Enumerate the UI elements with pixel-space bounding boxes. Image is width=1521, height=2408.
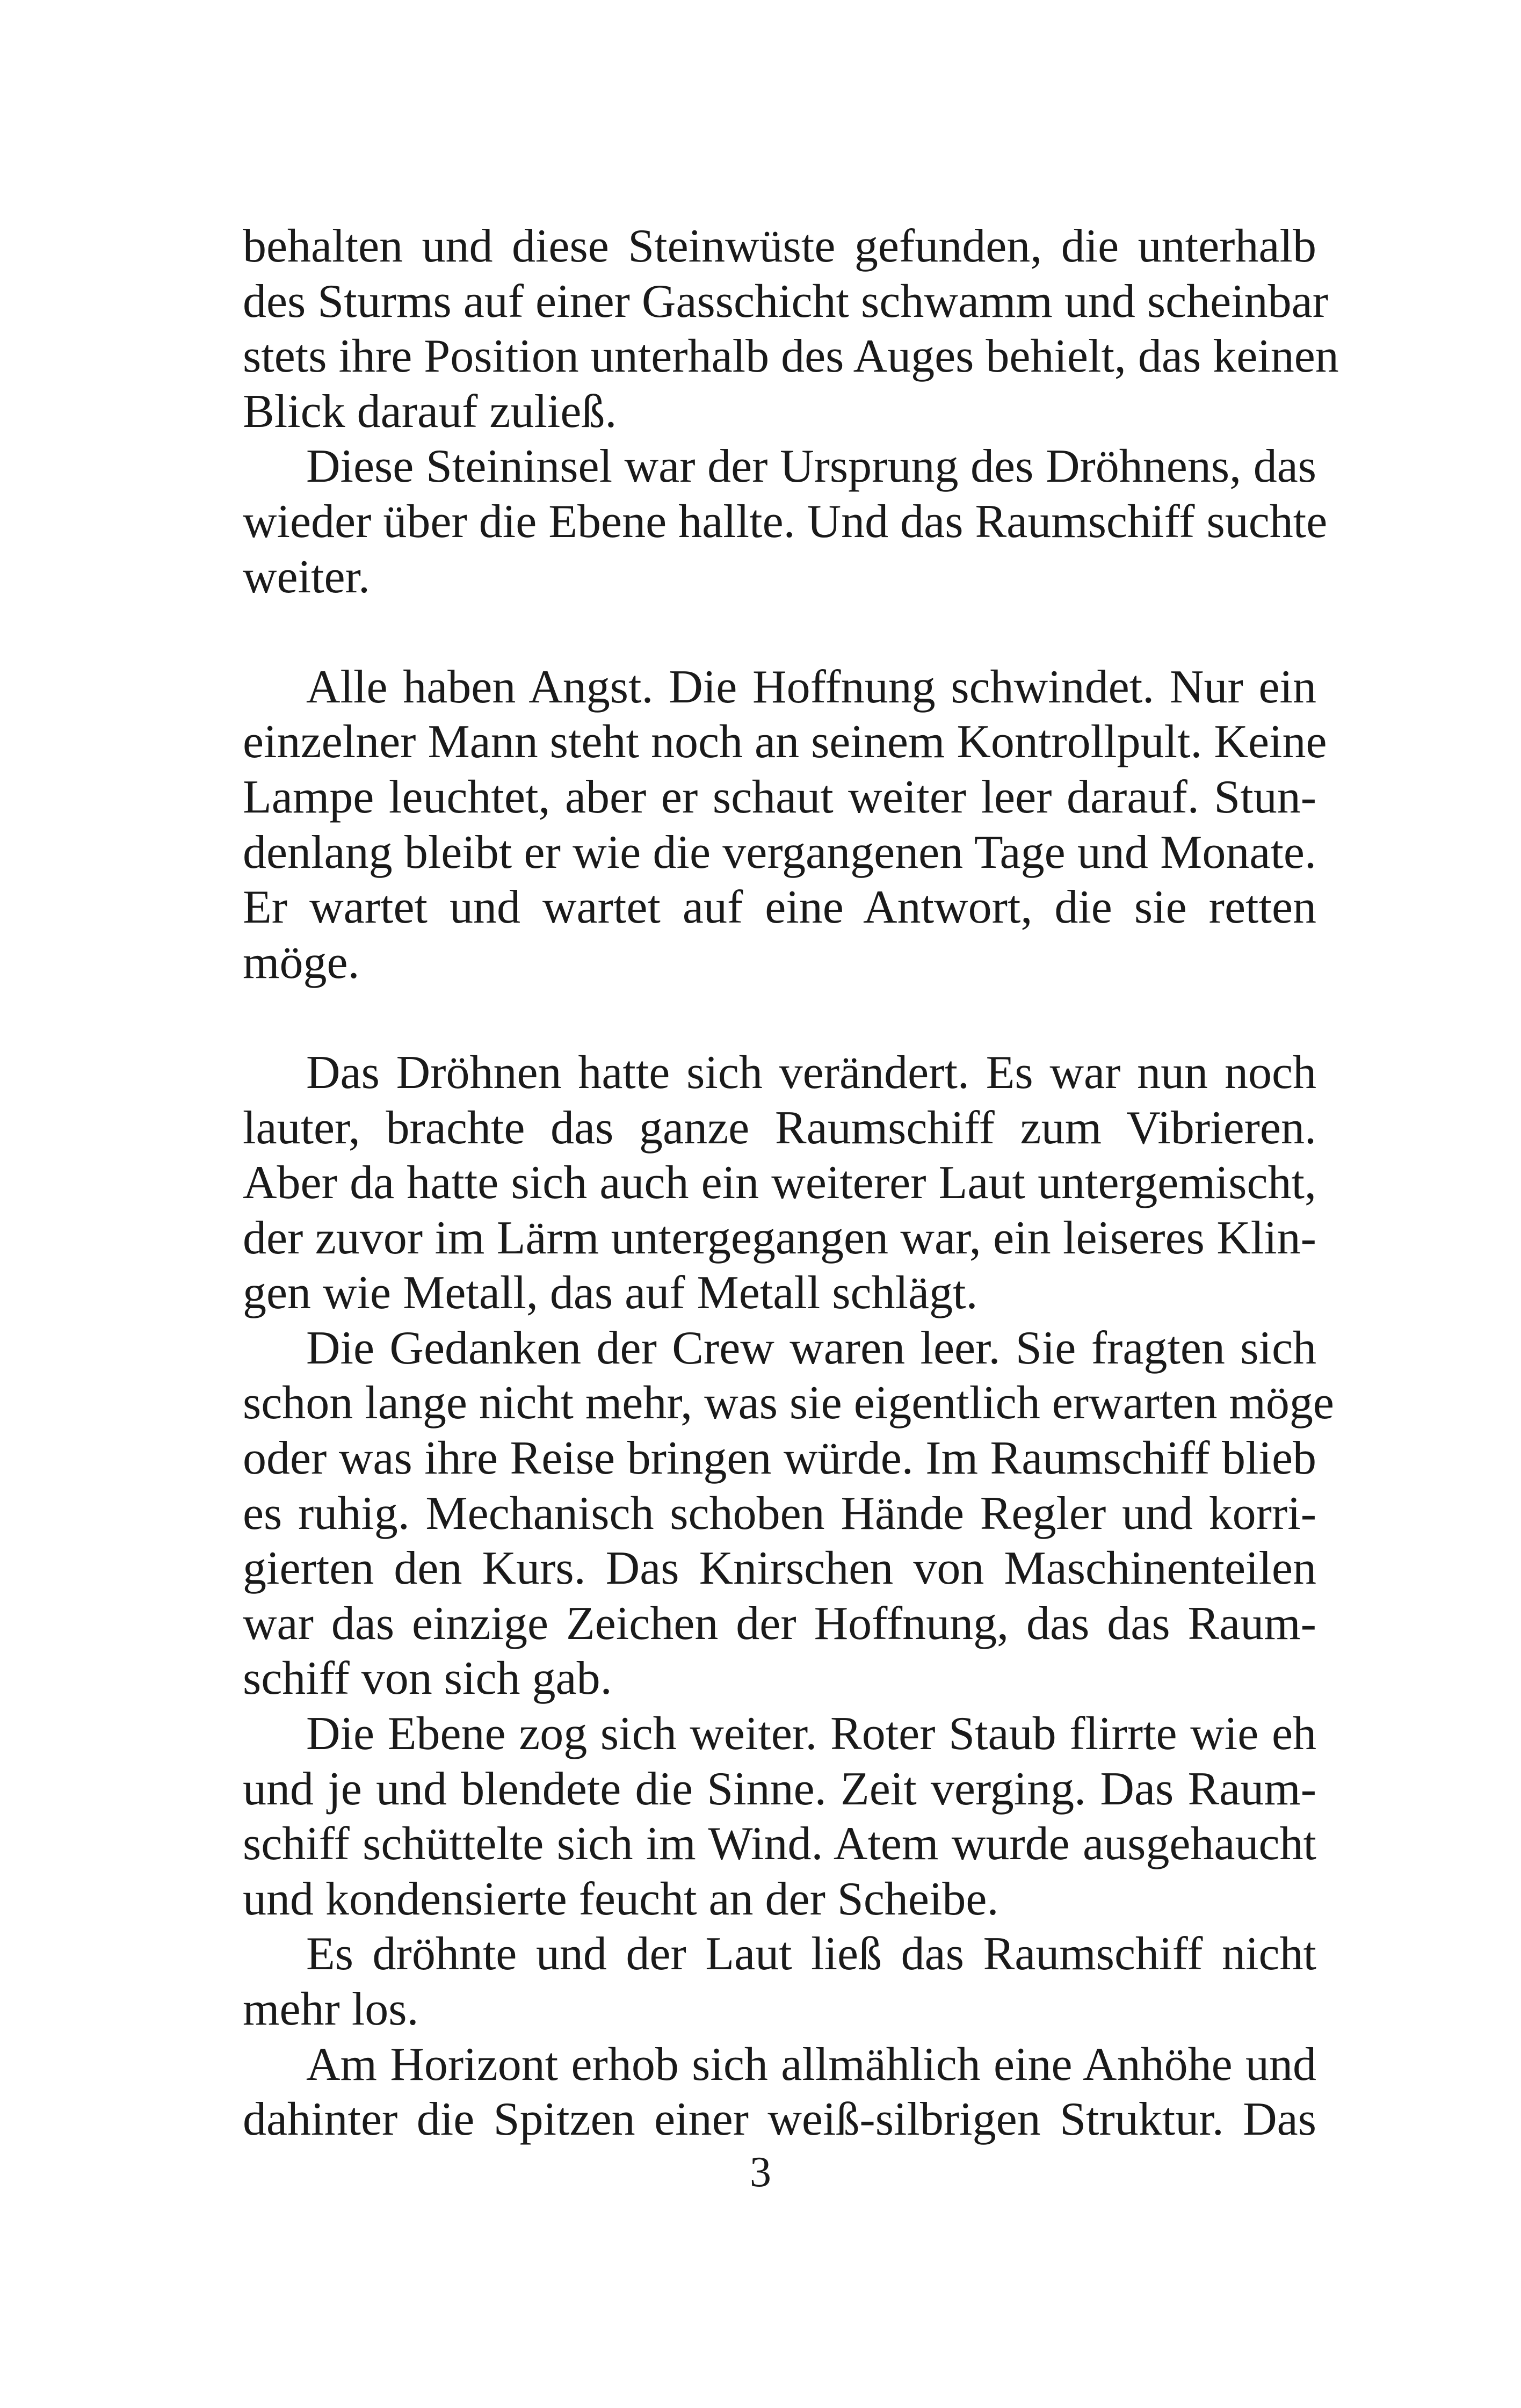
text-line: lauter, brachte das ganze Raumschiff zum Vibrieren. bbox=[243, 1101, 1316, 1154]
text-line: Am Horizont erhob sich allmählich eine Anhöhe und bbox=[306, 2038, 1316, 2091]
text-line: oder was ihre Reise bringen würde. Im Raumschiff blieb bbox=[243, 1432, 1316, 1485]
text-line: Die Gedanken der Crew waren leer. Sie fragten sich bbox=[306, 1322, 1316, 1374]
body-text bbox=[243, 219, 1339, 2146]
text-line: Diese Steininsel war der Ursprung des Dröhnens, das bbox=[306, 440, 1316, 493]
text-line: Die Ebene zog sich weiter. Roter Staub flirrte wie eh bbox=[306, 1708, 1316, 1760]
paragraph bbox=[243, 219, 1339, 439]
text-line: gen wie Metall, das auf Metall schlägt. bbox=[243, 1267, 978, 1319]
paragraph bbox=[243, 1046, 1316, 1321]
paragraph bbox=[243, 1707, 1316, 1927]
section-break bbox=[243, 605, 1316, 660]
text-line: der zuvor im Lärm untergegangen war, ein leiseres Klin- bbox=[243, 1212, 1316, 1264]
paragraph bbox=[243, 2037, 1316, 2148]
text-line: Aber da hatte sich auch ein weiterer Laut untergemischt, bbox=[243, 1157, 1316, 1209]
text-line: weiter. bbox=[243, 550, 371, 603]
text-line: gierten den Kurs. Das Knirschen von Maschinenteilen bbox=[243, 1542, 1316, 1595]
paragraph bbox=[243, 1321, 1334, 1707]
text-line: des Sturms auf einer Gasschicht schwamm und scheinbar bbox=[243, 275, 1329, 328]
text-line: denlang bleibt er wie die vergangenen Tage und Monate. bbox=[243, 826, 1316, 879]
text-line: und je und blendete die Sinne. Zeit verging. Das Raum- bbox=[243, 1763, 1316, 1815]
text-line: Es dröhnte und der Laut ließ das Raumschiff nicht bbox=[306, 1928, 1316, 1981]
text-line: Lampe leuchtet, aber er schaut weiter leer darauf. Stun- bbox=[243, 771, 1316, 823]
text-line: und kondensierte feucht an der Scheibe. bbox=[243, 1873, 999, 1925]
text-line: Das Dröhnen hatte sich verändert. Es war nun noch bbox=[306, 1046, 1316, 1099]
text-line: schiff schüttelte sich im Wind. Atem wurde ausgehaucht bbox=[243, 1818, 1316, 1870]
text-line: behalten und diese Steinwüste gefunden, die unterhalb bbox=[243, 220, 1316, 272]
paragraph bbox=[243, 660, 1327, 991]
text-line: wieder über die Ebene hallte. Und das Raumschiff suchte bbox=[243, 495, 1328, 548]
text-line: stets ihre Position unterhalb des Auges behielt, das keinen bbox=[243, 330, 1339, 383]
text-line: möge. bbox=[243, 936, 360, 989]
text-line: dahinter die Spitzen einer weiß-silbrigen Struktur. Das bbox=[243, 2093, 1316, 2146]
text-line: mehr los. bbox=[243, 1983, 419, 2035]
text-line: einzelner Mann steht noch an seinem Kontrollpult. Keine bbox=[243, 716, 1327, 768]
text-line: Er wartet und wartet auf eine Antwort, die sie retten bbox=[243, 881, 1316, 934]
section-break bbox=[243, 990, 1316, 1046]
text-line: schon lange nicht mehr, was sie eigentlich erwarten möge bbox=[243, 1377, 1334, 1430]
text-line: Alle haben Angst. Die Hoffnung schwindet. Nur ein bbox=[306, 661, 1316, 713]
paragraph bbox=[243, 439, 1328, 605]
text-line: es ruhig. Mechanisch schoben Hände Regler und korri- bbox=[243, 1487, 1316, 1540]
text-line: Blick darauf zuließ. bbox=[243, 385, 617, 438]
page-number: 3 bbox=[750, 2149, 771, 2196]
text-line: war das einzige Zeichen der Hoffnung, das das Raum- bbox=[243, 1597, 1316, 1650]
text-line: schiff von sich gab. bbox=[243, 1652, 612, 1705]
paragraph bbox=[243, 1927, 1316, 2037]
